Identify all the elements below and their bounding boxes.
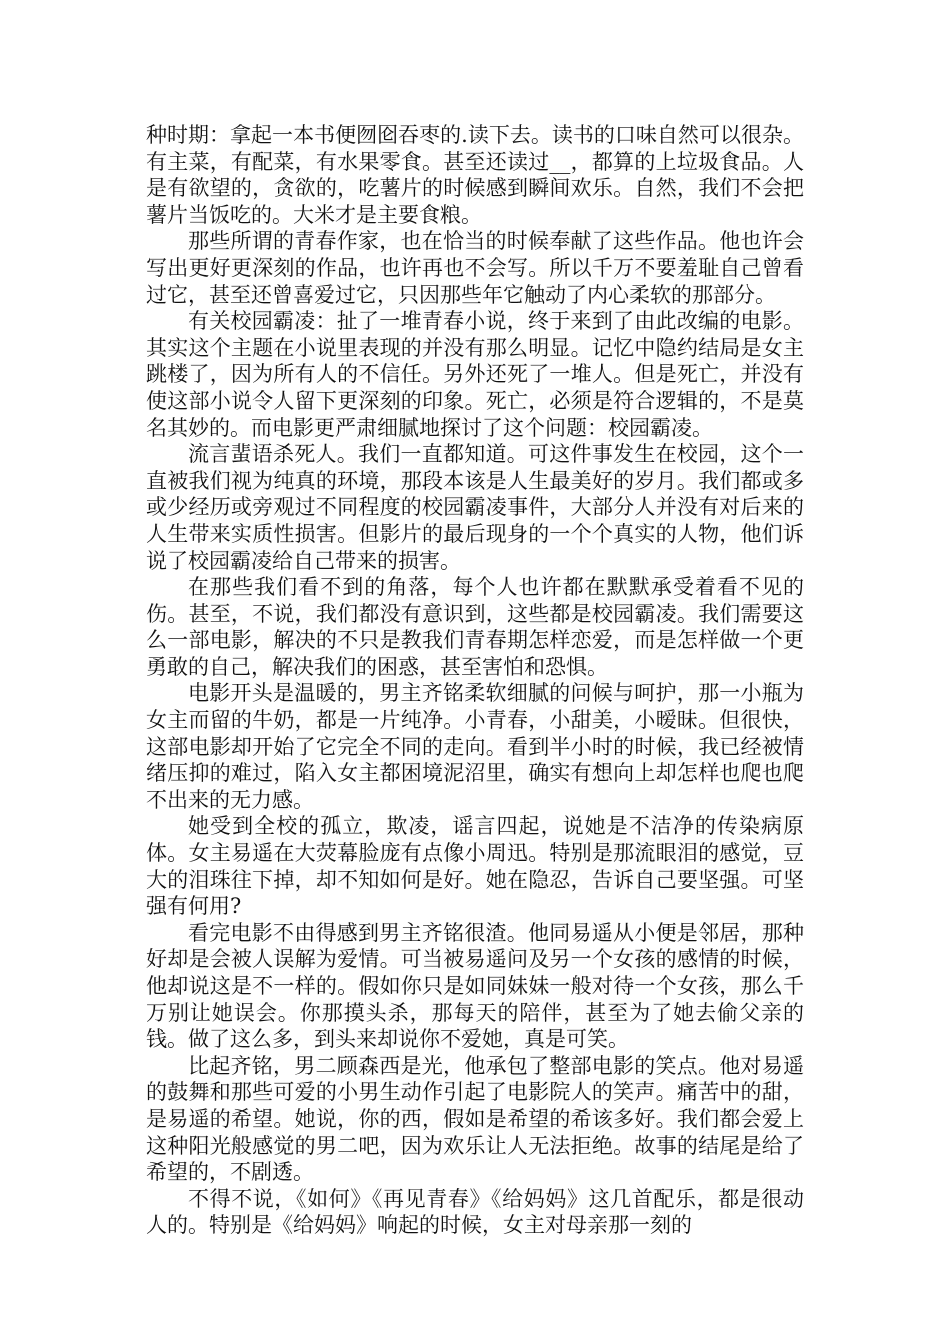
- paragraph-2: 那些所谓的青春作家，也在恰当的时候奉献了这些作品。他也许会写出更好更深刻的作品，也许再也不会写。所以千万不要羞耻自己曾看过它，甚至还曾喜爱过它，只因那些年它触动了内心柔软的那部分。: [146, 229, 804, 307]
- paragraph-10: 不得不说，《如何》《再见青春》《给妈妈》这几首配乐，都是很动人的。特别是《给妈妈》响起的时候，女主对母亲那一刻的: [146, 1186, 804, 1238]
- document-page: [146, 122, 804, 1239]
- paragraph-7: 她受到全校的孤立，欺凌，谣言四起，说她是不洁净的传染病原体。女主易遥在大荧幕脸庞有点像小周迅。特别是那流眼泪的感觉，豆大的泪珠往下掉，却不知如何是好。她在隐忍，告诉自己要坚强。可坚强有何用?: [146, 814, 804, 919]
- paragraph-9: 比起齐铭，男二顾森西是光，他承包了整部电影的笑点。他对易遥的鼓舞和那些可爱的小男生动作引起了电影院人的笑声。痛苦中的甜，是易遥的希望。她说，你的西，假如是希望的希该多好。我们都会爱上这种阳光般感觉的男二吧，因为欢乐让人无法拒绝。故事的结尾是给了希望的，不剧透。: [146, 1053, 804, 1185]
- paragraph-6: 电影开头是温暖的，男主齐铭柔软细腻的问候与呵护，那一小瓶为女主而留的牛奶，都是一片纯净。小青春，小甜美，小暧昧。但很快，这部电影却开始了它完全不同的走向。看到半小时的时候，我已经被情绪压抑的难过，陷入女主都困境泥沼里，确实有想向上却怎样也爬也爬不出来的无力感。: [146, 681, 804, 812]
- paragraph-3: 有关校园霸凌：扯了一堆青春小说，终于来到了由此改编的电影。其实这个主题在小说里表现的并没有那么明显。记忆中隐约结局是女主跳楼了，因为所有人的不信任。另外还死了一堆人。但是死亡，并没有使这部小说令人留下更深刻的印象。死亡，必须是符合逻辑的，不是莫名其妙的。而电影更严肃细腻地探讨了这个问题：校园霸凌。: [146, 309, 804, 440]
- paragraph-8: 看完电影不由得感到男主齐铭很渣。他同易遥从小便是邻居，那种好却是会被人误解为爱情。可当被易遥问及另一个女孩的感情的时候，他却说这是不一样的。假如你只是如同妹妹一般对待一个女孩，那么千万别让她误会。你那摸头杀，那每天的陪伴，甚至为了她去偷父亲的钱。做了这么多，到头来却说你不爱她，真是可笑。: [146, 920, 804, 1052]
- paragraph-4: 流言蜚语杀死人。我们一直都知道。可这件事发生在校园，这个一直被我们视为纯真的环境，那段本该是人生最美好的岁月。我们都或多或少经历或旁观过不同程度的校园霸凌事件，大部分人并没有对后来的人生带来实质性损害。但影片的最后现身的一个个真实的人物，他们诉说了校园霸凌给自己带来的损害。: [146, 442, 804, 573]
- paragraph-1: 种时期：拿起一本书便囫囵吞枣的.读下去。读书的口味自然可以很杂。有主菜，有配菜，有水果零食。甚至还读过__，都算的上垃圾食品。人是有欲望的，贪欲的，吃薯片的时候感到瞬间欢乐。自然，我们不会把薯片当饭吃的。大米才是主要食粮。: [146, 123, 804, 227]
- paragraph-5: 在那些我们看不到的角落，每个人也许都在默默承受着看不见的伤。甚至，不说，我们都没有意识到，这些都是校园霸凌。我们需要这么一部电影，解决的不只是教我们青春期怎样恋爱，而是怎样做一个更勇敢的自己，解决我们的困惑，甚至害怕和恐惧。: [146, 575, 804, 679]
